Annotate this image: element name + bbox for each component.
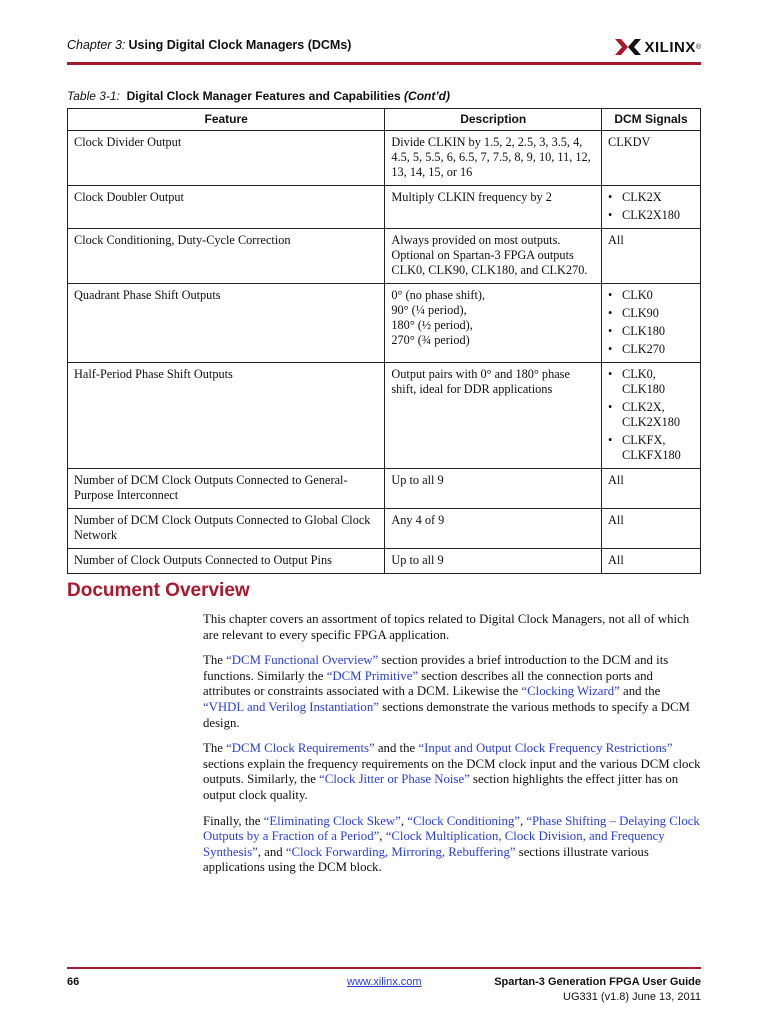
text-run: The <box>203 741 227 756</box>
table-row <box>68 229 701 284</box>
text-run: section provides a brief introduction to the DCM and its functions. Similarly the <box>203 653 669 683</box>
feature-cell: Quadrant Phase Shift Outputs <box>68 284 385 363</box>
signals-cell: All <box>602 549 701 574</box>
link-dcm-functional-overview[interactable]: “DCM Functional Overview” <box>226 653 379 668</box>
table-row <box>68 284 701 363</box>
text-run: , <box>519 813 527 828</box>
chapter-heading <box>67 38 351 53</box>
signal-list <box>608 288 694 357</box>
section-body <box>203 612 701 886</box>
guide-revision: UG331 (v1.8) June 13, 2011 <box>563 991 701 1003</box>
text-run: , <box>379 829 386 844</box>
text-run: section describes all the connection ports and attributes or constraints associated with a DCM. Likewise the <box>203 668 653 699</box>
signals-cell: CLKDV <box>602 131 701 186</box>
description-line: 180° (½ period), <box>391 318 473 332</box>
text-run: sections illustrate various applications using the DCM block. <box>203 844 649 875</box>
xilinx-logo-icon <box>615 37 641 57</box>
text-run: and the <box>619 684 661 699</box>
table-header-row <box>68 109 701 131</box>
signals-cell <box>602 284 701 363</box>
signals-cell <box>602 186 701 229</box>
text-run: , and <box>257 844 286 859</box>
paragraph-overview <box>203 653 701 731</box>
feature-cell: Clock Divider Output <box>68 131 385 186</box>
link-clock-jitter[interactable]: “Clock Jitter or Phase Noise” <box>319 772 470 787</box>
text-run: The <box>203 653 227 668</box>
signal-item: • CLK2X180 <box>622 208 694 223</box>
description-cell: Divide CLKIN by 1.5, 2, 2.5, 3, 3.5, 4, 4.5, 5, 5.5, 6, 6.5, 7, 7.5, 8, 9, 10, 11, 12, 13, 14, 15, or 16 <box>385 131 602 186</box>
table-continued: (Cont’d) <box>404 89 451 103</box>
header-rule <box>67 62 701 65</box>
signals-cell <box>602 363 701 469</box>
footer-rule <box>67 967 701 969</box>
description-cell: Up to all 9 <box>385 549 602 574</box>
signal-item: • CLK270 <box>622 342 694 357</box>
text-run: section highlights the effect jitter has on output clock quality. <box>203 772 679 802</box>
link-clock-forwarding[interactable]: “Clock Forwarding, Mirroring, Rebuffering” <box>285 844 516 859</box>
link-dcm-clock-requirements[interactable]: “DCM Clock Requirements” <box>226 741 375 756</box>
signals-cell: All <box>602 509 701 549</box>
page-header <box>67 36 701 60</box>
description-line: 90° (¼ period), <box>391 303 467 317</box>
signal-item: • CLK180 <box>622 324 694 339</box>
chapter-title: Using Digital Clock Managers (DCMs) <box>128 38 352 52</box>
signals-cell: All <box>602 229 701 284</box>
description-cell <box>385 284 602 363</box>
description-cell: Always provided on most outputs. Optional on Spartan-3 FPGA outputs CLK0, CLK90, CLK180, and CLK270. <box>385 229 602 284</box>
table-row <box>68 549 701 574</box>
feature-cell: Clock Conditioning, Duty-Cycle Correction <box>68 229 385 284</box>
description-cell: Multiply CLKIN frequency by 2 <box>385 186 602 229</box>
table-row <box>68 131 701 186</box>
guide-title: Spartan-3 Generation FPGA User Guide <box>494 976 701 988</box>
chapter-number: Chapter 3: <box>67 38 126 52</box>
feature-cell: Half-Period Phase Shift Outputs <box>68 363 385 469</box>
link-phase-shifting[interactable]: “Phase Shifting – Delaying Clock Outputs by a Fraction of a Period” <box>203 813 700 844</box>
signals-cell: All <box>602 469 701 509</box>
signal-item: • CLK2X <box>622 190 694 205</box>
text-run: , <box>400 813 408 828</box>
header-dcm-signals: DCM Signals <box>602 109 701 131</box>
table-row <box>68 186 701 229</box>
link-clocking-wizard[interactable]: “Clocking Wizard” <box>521 684 620 699</box>
link-frequency-restrictions[interactable]: “Input and Output Clock Frequency Restrictions” <box>418 741 673 756</box>
page-number: 66 <box>67 976 80 988</box>
signal-item: • CLKFX, CLKFX180 <box>622 433 694 463</box>
signal-item: • CLK90 <box>622 306 694 321</box>
logo-text: XILINX <box>644 38 696 56</box>
text-run: and the <box>374 741 419 756</box>
feature-cell: Number of DCM Clock Outputs Connected to General-Purpose Interconnect <box>68 469 385 509</box>
link-clock-multiplication[interactable]: “Clock Multiplication, Clock Division, and Frequency Synthesis” <box>203 829 665 859</box>
link-vhdl-verilog-instantiation[interactable]: “VHDL and Verilog Instantiation” <box>203 699 379 714</box>
signal-list <box>608 367 694 463</box>
signal-item: • CLK0, CLK180 <box>622 367 694 397</box>
feature-cell: Clock Doubler Output <box>68 186 385 229</box>
features-table <box>67 108 701 574</box>
description-cell: Any 4 of 9 <box>385 509 602 549</box>
description-cell: Output pairs with 0° and 180° phase shift, ideal for DDR applications <box>385 363 602 469</box>
text-run: sections demonstrate the various methods to specify a DCM design. <box>203 699 690 730</box>
paragraph-applications <box>203 814 701 876</box>
table-number: Table 3-1: <box>67 89 120 103</box>
description-cell: Up to all 9 <box>385 469 602 509</box>
signal-item: • CLK0 <box>622 288 694 303</box>
section-heading: Document Overview <box>67 580 250 601</box>
signal-item: • CLK2X, CLK2X180 <box>622 400 694 430</box>
table-row <box>68 363 701 469</box>
text-run: sections explain the frequency requirements on the DCM clock input and the various DCM clock outputs. Similarly, the <box>203 756 701 787</box>
xilinx-logo <box>615 36 701 58</box>
signal-list <box>608 190 694 223</box>
link-dcm-primitive[interactable]: “DCM Primitive” <box>326 668 419 683</box>
feature-cell: Number of Clock Outputs Connected to Output Pins <box>68 549 385 574</box>
paragraph-requirements <box>203 741 701 803</box>
footer-url-link[interactable]: www.xilinx.com <box>347 976 422 988</box>
link-clock-conditioning[interactable]: “Clock Conditioning” <box>407 813 520 828</box>
header-description: Description <box>385 109 602 131</box>
registered-mark: ® <box>695 43 701 51</box>
description-line: 270° (¾ period) <box>391 333 470 347</box>
table-caption <box>67 89 450 103</box>
table-row <box>68 469 701 509</box>
table-row <box>68 509 701 549</box>
text-run: Finally, the <box>203 813 264 828</box>
table-title: Digital Clock Manager Features and Capabilities <box>126 89 401 103</box>
description-line: 0° (no phase shift), <box>391 288 486 302</box>
feature-cell: Number of DCM Clock Outputs Connected to Global Clock Network <box>68 509 385 549</box>
link-eliminating-clock-skew[interactable]: “Eliminating Clock Skew” <box>263 813 401 828</box>
paragraph-intro: This chapter covers an assortment of topics related to Digital Clock Managers, not all of which are relevant to every specific FPGA application. <box>203 612 690 642</box>
header-feature: Feature <box>68 109 385 131</box>
